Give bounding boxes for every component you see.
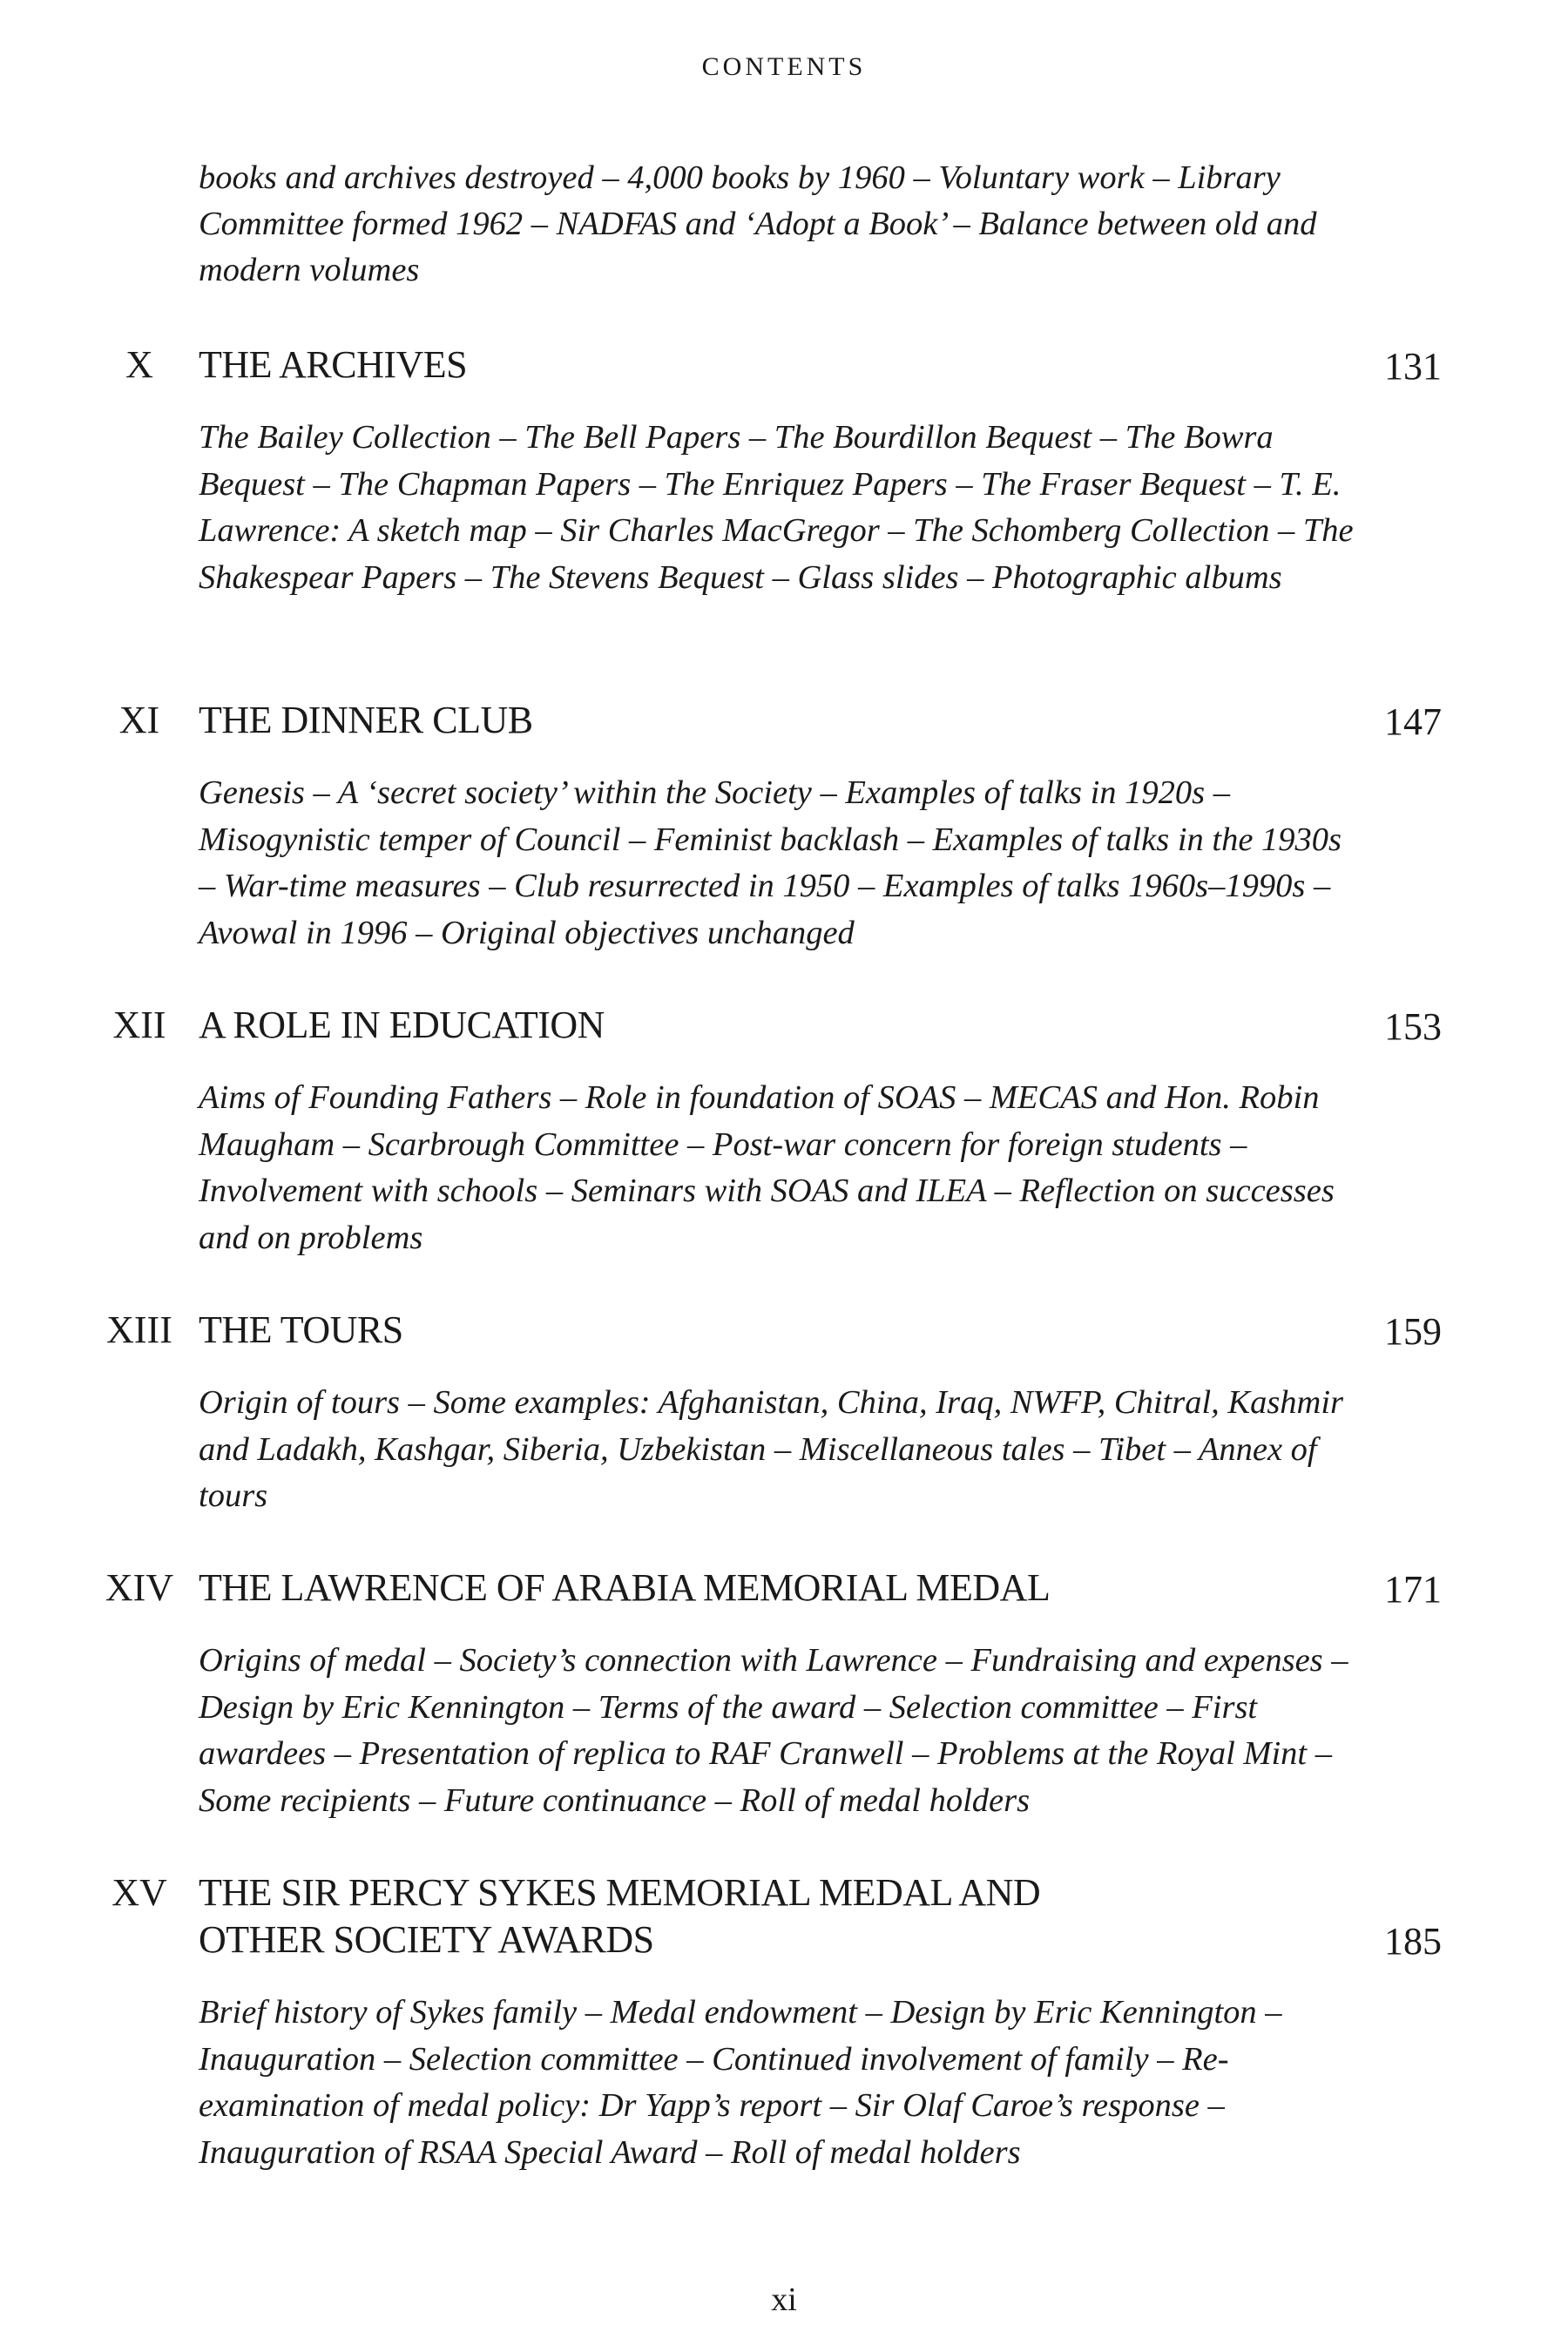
- chapter-title: THE TOURS: [199, 1308, 403, 1351]
- chapter-number: XII: [112, 1004, 166, 1046]
- chapter-page-number: 171: [1384, 1568, 1442, 1611]
- chapter-title: THE DINNER CLUB: [199, 699, 533, 741]
- toc-entry-chapter-xi: [0, 697, 1568, 956]
- chapter-page-number: 131: [1384, 345, 1442, 388]
- chapter-title: A ROLE IN EDUCATION: [199, 1004, 605, 1046]
- chapter-description: Genesis – A ‘secret society’ within the Society – Examples of talks in 1920s – Misogynistic temper of Council – Feminist backlash – Examples of talks in the 1930s – War-time measures – Club resurrected in 1950 – Examples of talks 1960s–1990s – Avowal in 1996 – Original objectives unchanged: [199, 774, 1342, 951]
- chapter-number: XI: [118, 699, 160, 741]
- page-number: xi: [771, 2281, 797, 2318]
- chapter-page-number: 147: [1384, 700, 1442, 743]
- chapter-number: XV: [112, 1871, 167, 1914]
- chapter-description: Brief history of Sykes family – Medal endowment – Design by Eric Kennington – Inauguration – Selection committee – Continued involvement of family – Re-examination of medal policy: Dr Yapp’s report – Sir Olaf Caroe’s response – Inauguration of RSAA Special Award – Roll of medal holders: [199, 1994, 1282, 2171]
- chapter-description: Aims of Founding Fathers – Role in foundation of SOAS – MECAS and Hon. Robin Maugham – Scarbrough Committee – Post-war concern for foreign students – Involvement with schools – Seminars with SOAS and ILEA – Reflection on successes and on problems: [199, 1079, 1335, 1256]
- chapter-page-number: 159: [1384, 1310, 1442, 1353]
- toc-entry-heading: [0, 697, 1568, 746]
- chapter-page-number: 185: [1384, 1920, 1442, 1963]
- chapter-number: XIV: [105, 1566, 174, 1609]
- toc-entry-heading: [0, 1565, 1568, 1613]
- toc-entry-heading: [0, 1002, 1568, 1051]
- chapter-page-number: 153: [1384, 1005, 1442, 1048]
- chapter-title: THE ARCHIVES: [199, 343, 468, 386]
- chapter-title: THE SIR PERCY SYKES MEMORIAL MEDAL AND OTHER SOCIETY AWARDS: [199, 1871, 1041, 1961]
- toc-entry-chapter-xiv: [0, 1565, 1568, 1824]
- toc-entry-chapter-x: [0, 341, 1568, 601]
- chapter-description: Origin of tours – Some examples: Afghanistan, China, Iraq, NWFP, Chitral, Kashmir and Ladakh, Kashgar, Siberia, Uzbekistan – Miscellaneous tales – Tibet – Annex of tours: [199, 1384, 1344, 1514]
- chapter-number: XIII: [106, 1308, 172, 1351]
- toc-entry-chapter-xv: [0, 1869, 1568, 2176]
- toc-entry-heading: [0, 341, 1568, 390]
- chapter-title: THE LAWRENCE OF ARABIA MEMORIAL MEDAL: [199, 1566, 1051, 1609]
- chapter-description: The Bailey Collection – The Bell Papers – The Bourdillon Bequest – The Bowra Bequest – The Chapman Papers – The Enriquez Papers – The Fraser Bequest – T. E. Lawrence: A sketch map – Sir Charles MacGregor – The Schomberg Collection – The Shakespear Papers – The Stevens Bequest – Glass slides – Photographic albums: [199, 419, 1354, 596]
- toc-entry-heading: [0, 1869, 1568, 1965]
- chapter-number: X: [125, 343, 153, 386]
- toc-entry-heading: [0, 1307, 1568, 1355]
- toc-entry-chapter-xiii: [0, 1307, 1568, 1520]
- continued-chapter-description: books and archives destroyed – 4,000 books by 1960 – Voluntary work – Library Committee formed 1962 – NADFAS and ‘Adopt a Book’ – Balance between old and modern volumes: [199, 159, 1317, 288]
- running-head: CONTENTS: [701, 52, 867, 81]
- toc-entry-chapter-xii: [0, 1002, 1568, 1261]
- chapter-description: Origins of medal – Society’s connection with Lawrence – Fundraising and expenses – Design by Eric Kennington – Terms of the award – Selection committee – First awardees – Presentation of replica to RAF Cranwell – Problems at the Royal Mint – Some recipients – Future continuance – Roll of medal holders: [199, 1642, 1348, 1819]
